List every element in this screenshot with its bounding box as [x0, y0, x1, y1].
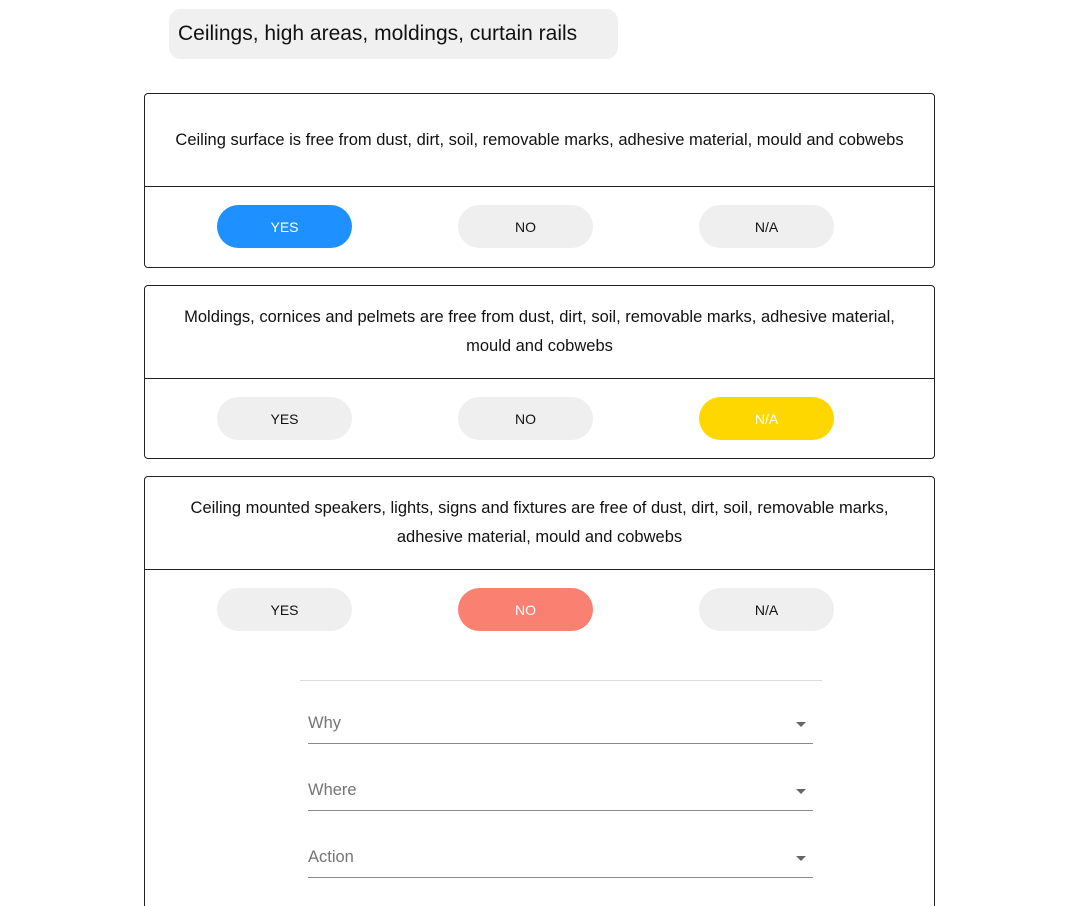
question-card-1 [144, 93, 935, 268]
followup-form [300, 680, 822, 866]
na-button[interactable]: N/A [699, 205, 834, 248]
na-button[interactable]: N/A [699, 397, 834, 440]
question-text: Ceiling mounted speakers, lights, signs and fixtures are free of dust, dirt, soil, removable marks, adhesive material, mould and cobwebs [145, 477, 934, 570]
why-label: Why [308, 714, 341, 732]
no-button[interactable]: NO [458, 588, 593, 631]
dropdown-arrow-icon [796, 856, 806, 861]
answer-group [145, 187, 934, 267]
dropdown-arrow-icon [796, 722, 806, 727]
where-label: Where [308, 781, 357, 799]
dropdown-arrow-icon [796, 789, 806, 794]
yes-button[interactable]: YES [217, 205, 352, 248]
answer-group [145, 570, 934, 650]
yes-button[interactable]: YES [217, 397, 352, 440]
na-button[interactable]: N/A [699, 588, 834, 631]
answer-group [145, 379, 934, 459]
why-select[interactable] [308, 707, 813, 744]
no-button[interactable]: NO [458, 205, 593, 248]
yes-button[interactable]: YES [217, 588, 352, 631]
question-card-3 [144, 476, 935, 906]
no-button[interactable]: NO [458, 397, 593, 440]
action-select[interactable] [308, 841, 813, 878]
action-label: Action [308, 848, 354, 866]
section-title: Ceilings, high areas, moldings, curtain rails [169, 9, 618, 59]
question-text: Ceiling surface is free from dust, dirt, soil, removable marks, adhesive material, mould and cobwebs [145, 94, 934, 187]
question-text: Moldings, cornices and pelmets are free from dust, dirt, soil, removable marks, adhesive material, mould and cobwebs [145, 286, 934, 379]
question-card-2 [144, 285, 935, 459]
where-select[interactable] [308, 774, 813, 811]
